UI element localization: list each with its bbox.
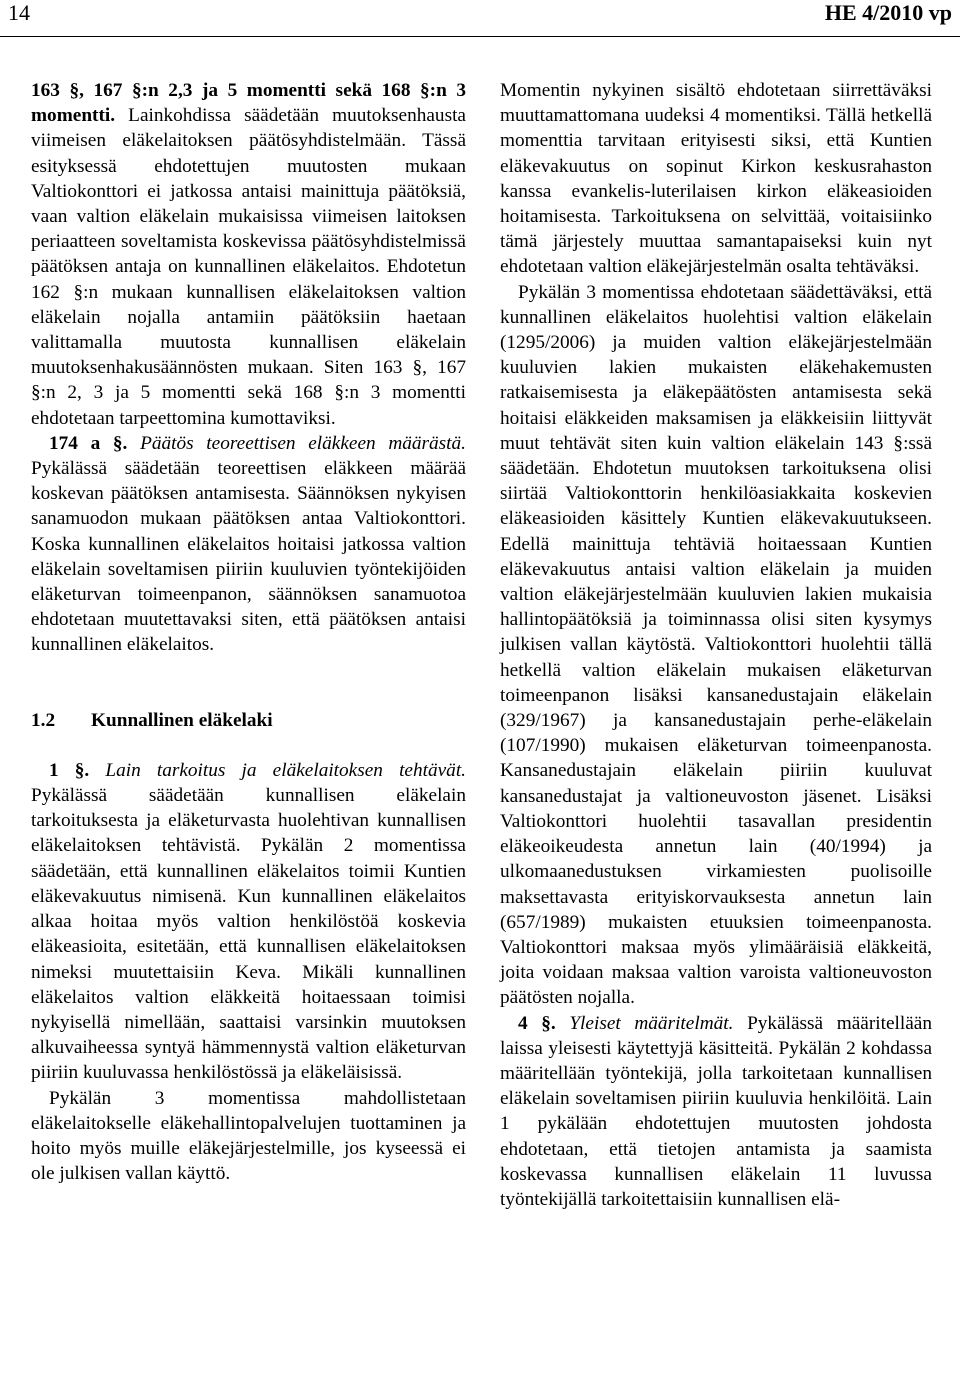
header-rule (0, 36, 960, 37)
paragraph (500, 78, 932, 280)
paragraph (500, 1011, 932, 1213)
section-number: 4 §. (518, 1012, 556, 1034)
spacer (31, 658, 466, 708)
paragraph-text: Pykälässä säädetään kunnallisen eläkelain tarkoituksesta ja eläketurvasta huolehtivan kunnallisen eläkelaitoksen tehtävistä. Pykälän 2 momentissa säädetään, että kunnallinen eläkelaitos toimii Kuntien eläkevakuutus nimisenä. Kun kunnallinen eläkelaitos alkaa hoitaa myös valtion henkilöstöä koskevia eläkeasioita, esitetään, että kunnallisen eläkelaitoksen nimeksi muutettaisiin Keva. Mikäli kunnallinen eläkelaitos valtion eläkkeitä hoitaessaan toimisi nykyisellä nimellään, saattaisi varsinkin muutoksen alkuvaiheessa syntyä hämmennystä valtion eläketurvan piiriin kuuluvassa henkilöstössä ja eläkeläisissä. (31, 785, 466, 1084)
paragraph-text: Pykälässä säädetään teoreettisen eläkkeen määrää koskevan päätöksen antamisesta. Säännöksen nykyisen sanamuodon mukaan päätöksen antaa Valtiokonttori. Koska kunnallinen eläkelaitos hoitaisi jatkossa valtion eläkelain soveltamisen piiriin kuuluvien työntekijöiden eläketurvan toimeenpanon, säännöksen sanamuotoa ehdotetaan muutettavaksi siten, että päätöksen antaisi kunnallinen eläkelaitos. (31, 458, 466, 656)
paragraph-text: Lainkohdissa säädetään muutoksenhausta viimeisen eläkelaitoksen päätösyhdistelmään. Tässä esityksessä ehdotettujen muutosten mukaan Valtiokonttori ei jatkossa antaisi mainittuja päätöksiä, vaan valtion eläkelain mukaisissa viimeisen laitoksen periaatteen soveltamista koskevissa päätösyhdistelmissä päätöksen antaja on kunnallinen eläkelaitos. Ehdotetun 162 §:n mukaan kunnallisen eläkelaitoksen valtion eläkelain nojalla antamiin päätöksiin haetaan valittamalla muutosta kunnallisen eläkelain muutoksenhakusäännösten mukaan. Siten 163 §, 167 §:n 2, 3 ja 5 momentti sekä 168 §:n 3 momentti ehdotetaan tarpeettomina kumottaviksi. (31, 105, 466, 429)
paragraph (500, 280, 932, 1011)
spacer (31, 733, 466, 758)
section-title: Lain tarkoitus ja eläkelaitoksen tehtävät. (89, 759, 467, 781)
chapter-heading (31, 708, 466, 733)
section-number: 174 a §. (49, 432, 128, 454)
section-reference: 163 §, 167 §:n 2,3 ja 5 momentti sekä 168 §:n 3 momentti. (31, 80, 466, 127)
paragraph-text: Pykälässä määritellään laissa yleisesti käytettyjä käsitteitä. Pykälän 2 kohdassa määritellään työntekijä, jolla tarkoitetaan kunnallisen eläkelain soveltamisen piiriin kuuluvia henkilöitä. Lain 1 pykälään ehdotettujen muutosten johdosta ehdotetaan, että tietojen antamista ja saamista koskevassa kunnallisen eläkelain 11 luvussa työntekijällä tarkoitettaisiin kunnallisen elä- (500, 1012, 933, 1210)
heading-text: Kunnallinen eläkelaki (91, 709, 273, 731)
paragraph-text: Momentin nykyinen sisältö ehdotetaan siirrettäväksi muuttamattomana uudeksi 4 momentiksi. Tällä hetkellä momenttia tarvitaan erityisesti siksi, että Kuntien eläkevakuutus on sopinut Kirkon keskusrahaston kanssa evankelis-luterilaisen kirkon eläkeasioiden hoitamisesta. Tarkoituksena on selvittää, voitaisiinko tämä järjestely muuttaa samantapaiseksi kuin nyt ehdotetaan valtion eläkejärjestelmän osalta tehtäväksi. (500, 80, 932, 278)
page-header (0, 0, 960, 38)
paragraph (31, 1086, 466, 1187)
heading-number: 1.2 (31, 709, 56, 731)
paragraph (31, 78, 466, 431)
document-id: HE 4/2010 vp (824, 0, 952, 25)
left-column (31, 78, 466, 1186)
right-column (500, 78, 932, 1212)
paragraph (31, 431, 466, 658)
section-title: Yleiset määritelmät. (555, 1012, 734, 1034)
section-title: Päätös teoreettisen eläkkeen määrästä. (127, 432, 466, 454)
page-number: 14 (8, 0, 30, 25)
paragraph-text: Pykälän 3 momentissa mahdollistetaan eläkelaitokselle eläkehallintopalvelujen tuottaminen ja hoito myös muille eläkejärjestelmille, jos kyseessä ei ole julkisen vallan käyttö. (31, 1087, 466, 1185)
paragraph (31, 758, 466, 1086)
section-number: 1 §. (49, 759, 90, 781)
paragraph-text: Pykälän 3 momentissa ehdotetaan säädettäväksi, että kunnallinen eläkelaitos huolehtisi valtion eläkelain (1295/2006) ja muiden valtion eläkejärjestelmään kuuluvien lakien mukaisten eläkehakemusten ratkaisemisesta ja eläkepäätösten antamisesta sekä hoitaisi eläkkeiden maksamisen ja eläkkeisiin liittyvät muut tehtävät siten kuin valtion eläkelain 143 §:ssä säädetään. Ehdotetun muutoksen tarkoituksena olisi siirtää Valtiokonttorin henkilöasiakkaita koskevien eläkeasioiden käsittely Kuntien eläkevakuutukseen. Edellä mainittuja tehtäviä hoitaessaan Kuntien eläkevakuutus antaisi valtion eläkelain ja muiden valtion eläkejärjestelmään kuuluvien lakien mukaisia hallintopäätöksiä ja toiminnassa olisi siten kysymys julkisen vallan käytöstä. Valtiokonttori huolehtii tällä hetkellä valtion eläkelain mukaisen eläketurvan toimeenpanon lisäksi kansanedustajain eläkelain (329/1967) ja kansanedustajain perhe-eläkelain (107/1990) mukaisen eläketurvan toimeenpanosta. Kansanedustajain eläkelain piiriin kuuluvat kansanedustajat ja valtioneuvoston jäsenet. Lisäksi Valtiokonttori huolehtii tasavallan presidentin eläkeoikeudesta annetun lain (40/1994) ja ulkomaanedustuksen virkamiesten puolisoille maksettavasta erityiskorvauksesta annetun lain (657/1989) mukaisten etuuksien toimeenpanosta. Valtiokonttori maksaa myös ylimääräisiä eläkkeitä, joita voidaan maksaa valtion varoista valtioneuvoston päätösten nojalla. (500, 281, 932, 1009)
